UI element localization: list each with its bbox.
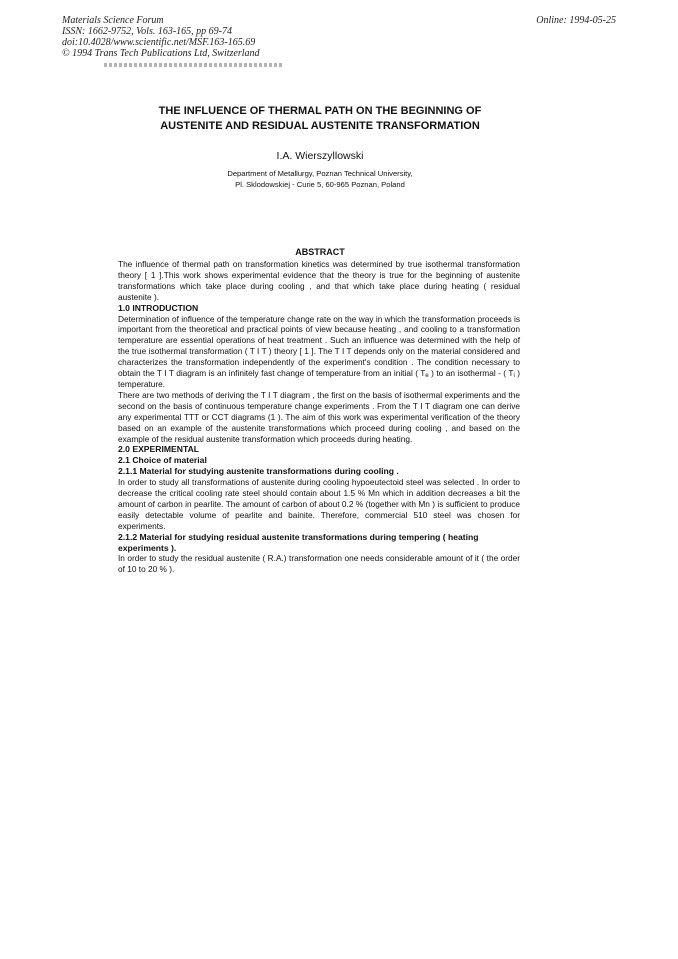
abstract-paragraph: The influence of thermal path on transformation kinetics was determined by true isothermal transformation theory [ 1 ].This work shows experimental evidence that the theory is true for the beginning of austenite transformations which take place during cooling , and that which take place during heating ( residual austenite ). <box>118 259 520 302</box>
title-line-2: AUSTENITE AND RESIDUAL AUSTENITE TRANSFORMATION <box>160 119 480 132</box>
paper-title <box>118 104 522 133</box>
section-2-1-1-heading: 2.1.1 Material for studying austenite transformations during cooling . <box>118 466 399 477</box>
affiliation <box>118 168 522 190</box>
abstract-heading: ABSTRACT <box>295 247 345 257</box>
affiliation-line-1: Department of Metallurgy, Poznan Technical University, <box>227 169 413 178</box>
journal-name: Materials Science Forum <box>62 15 164 26</box>
intro-p1-text-a: Determination of influence of the temperature change rate on the way in which the transformation proceeds is important from the theoretical and practical points of view because heating , and cooling to a transformation temperature are essential operations of heat treatment . Such an influence was determined with the help of the true isothermal transformation ( T I T ) theory [ 1 ]. The T I T depends only on the material considered and characterizes the transformation independently of the experiment's condition . The condition necessary to obtain the T I T diagram is an infinitely fast change of temperature from an initial ( T <box>118 313 520 379</box>
publication-metadata <box>62 15 260 59</box>
intro-p1-text-c: ) temperature. <box>118 368 520 389</box>
experimental-heading: 2.0 EXPERIMENTAL <box>118 444 200 455</box>
introduction-paragraph-1 <box>118 314 520 390</box>
title-line-1: THE INFLUENCE OF THERMAL PATH ON THE BEGINNING OF <box>158 105 482 117</box>
introduction-paragraph-2: There are two methods of deriving the T I T diagram , the first on the basis of isothermal experiments and the second on the basis of continuous temperature change experiments . From the T I T diagram one can derive any experimental TTT or CCT diagrams (1 ). The aim of this work was experimental verification of the theory based on an example of the austenite transformations which proceed during cooling , and based on the example of the residual austenite transformation which proceeds during heating. <box>118 389 520 444</box>
temperature-subscript-e: e <box>425 373 429 380</box>
body-text <box>118 259 520 575</box>
online-date: Online: 1994-05-25 <box>536 15 616 26</box>
affiliation-line-2: Pl. Sklodowskiej - Curie 5, 60-965 Poznan, Poland <box>235 180 405 189</box>
section-2-1-2-paragraph: In order to study the residual austenite ( R.A.) transformation one needs considerable amount of it ( the order of 10 to 20 % ). <box>118 553 520 575</box>
copyright-line: © 1994 Trans Tech Publications Ltd, Switzerland <box>62 48 260 59</box>
temperature-subscript-i: i <box>513 373 515 380</box>
doi-line: doi:10.4028/www.scientific.net/MSF.163-165.69 <box>62 37 256 48</box>
section-2-1-1-paragraph: In order to study all transformations of austenite during cooling hypoeutectoid steel was selected . In order to decrease the critical cooling rate steel should contain about 1.5 % Mn which in addition decreases a bit the amount of carbon in pearlite. The amount of carbon of about 0.2 % (together with Mn ) is sufficient to produce easily detectable volume of pearlite and bainite. Therefore, commercial 510 steel was chosen for experiments. <box>118 477 520 531</box>
author-name: I.A. Wierszyllowski <box>276 150 364 162</box>
choice-of-material-heading: 2.1 Choice of material <box>118 455 207 466</box>
intro-p1-text-b: ) to an isothermal - ( T <box>428 368 514 379</box>
introduction-heading: 1.0 INTRODUCTION <box>118 302 199 313</box>
scanned-artifact-line <box>104 63 282 67</box>
section-2-1-2-heading: 2.1.2 Material for studying residual austenite transformations during tempering ( heating experiments ). <box>118 531 479 553</box>
issn-line: ISSN: 1662-9752, Vols. 163-165, pp 69-74 <box>62 26 232 37</box>
